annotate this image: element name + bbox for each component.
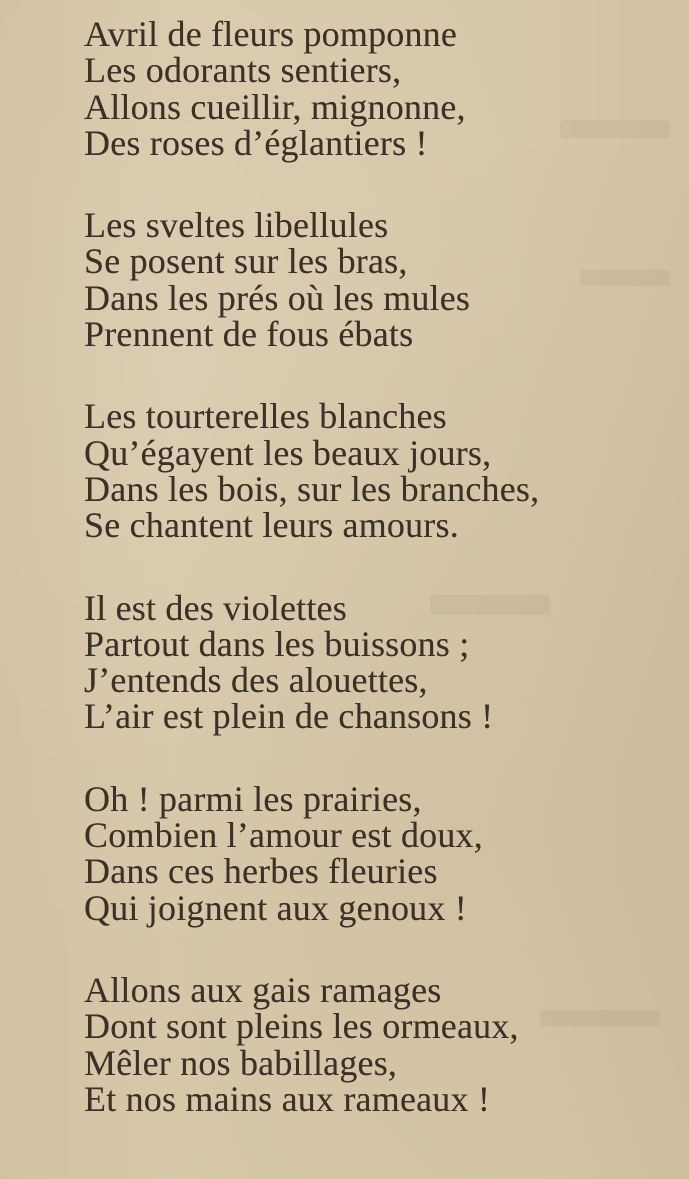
poem-line: Partout dans les buissons ; (84, 623, 470, 664)
stanza-3 (84, 396, 679, 546)
poem-line: Il est des violettes (84, 587, 347, 628)
poem-line: Dont sont pleins les ormeaux, (84, 1006, 519, 1047)
poem-line: J’entends des alouettes, (84, 660, 428, 701)
poem-line: Se posent sur les bras, (84, 241, 408, 282)
poem-line: Dans ces herbes fleuries (84, 851, 438, 892)
poem-line: Allons aux gais ramages (84, 969, 442, 1010)
poem-line: Dans les bois, sur les branches, (84, 468, 540, 509)
poem-line: Prennent de fous ébats (84, 314, 414, 355)
poem-line: Qu’égayent les beaux jours, (84, 432, 492, 473)
poem-line: Les tourterelles blanches (84, 396, 447, 437)
poem-line: Les odorants sentiers, (84, 50, 402, 91)
poem-line: Mêler nos babillages, (84, 1042, 398, 1083)
stanza-2 (84, 205, 679, 355)
poem-line: Et nos mains aux rameaux ! (84, 1078, 491, 1119)
stanza-1 (84, 16, 679, 161)
poem-line: Oh ! parmi les prairies, (84, 778, 422, 819)
poem-line: Avril de fleurs pomponne (84, 14, 458, 54)
poem-line: Combien l’amour est doux, (84, 815, 483, 856)
poem-line: Dans les prés où les mules (84, 277, 471, 318)
stanza-4 (84, 587, 679, 737)
poem-line: Allons cueillir, mignonne, (84, 86, 466, 127)
poem-page (84, 16, 679, 1171)
stanza-6 (84, 969, 679, 1119)
poem-line: Des roses d’églantiers ! (84, 122, 428, 163)
stanza-5 (84, 778, 679, 928)
poem-line: Les sveltes libellules (84, 205, 389, 246)
poem-line: L’air est plein de chansons ! (84, 696, 494, 737)
poem-line: Qui joignent aux genoux ! (84, 887, 467, 928)
poem-line: Se chantent leurs amours. (84, 505, 459, 546)
